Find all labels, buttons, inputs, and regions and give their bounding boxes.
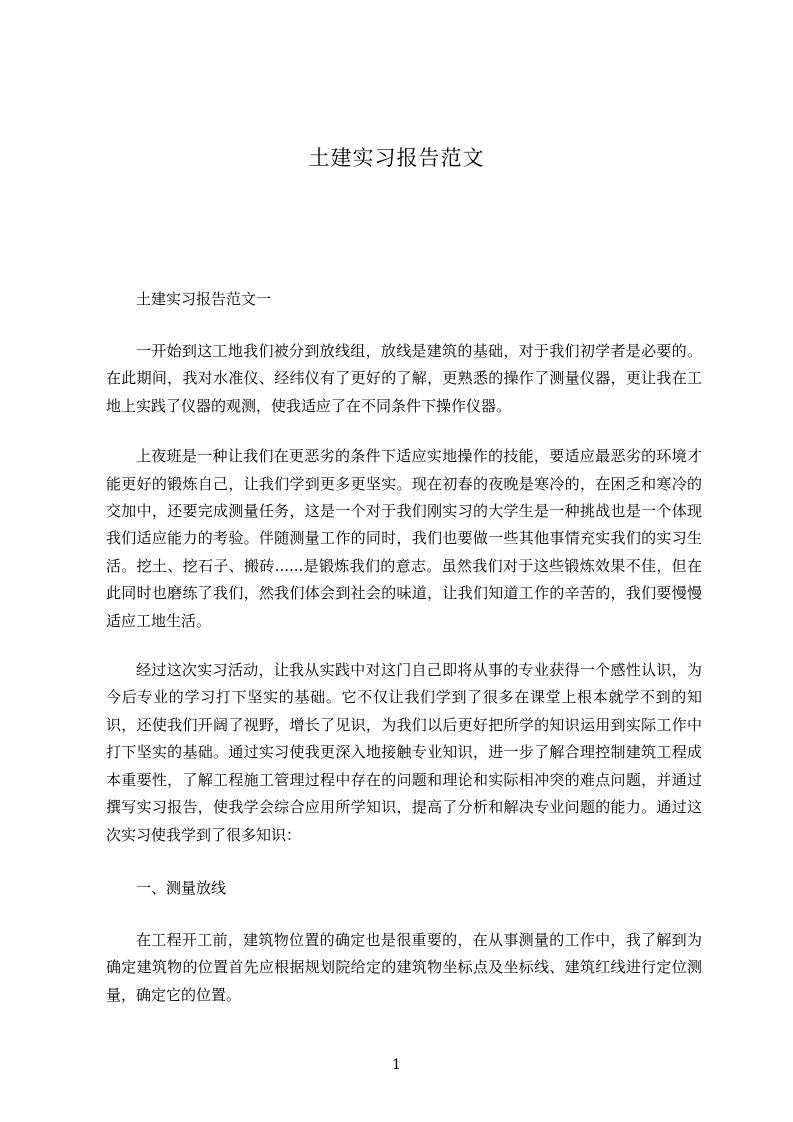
paragraph-3: 经过这次实习活动，让我从实践中对这门自己即将从事的专业获得一个感性认识，为今后专业的学习打下坚实的基础。它不仅让我们学到了很多在课堂上根本就学不到的知识，还使我们开阔了视野，增长了见识，为我们以后更好把所学的知识运用到实际工作中打下坚实的基础。通过实习使我更深入地接触专业知识，进一步了解合理控制建筑工程成本重要性，了解工程施工管理过程中存在的问题和理论和实际相冲突的难点问题，并通过撰写实习报告，使我学会综合应用所学知识，提高了分析和解决专业问题的能力。通过这次实习使我学到了很多知识：	[106, 661, 702, 844]
paragraph-1: 一开始到这工地我们被分到放线组，放线是建筑的基础，对于我们初学者是必要的。在此期间，我对水准仪、经纬仪有了更好的了解，更熟悉的操作了测量仪器，更让我在工地上实践了仪器的观测，使我适应了在不同条件下操作仪器。	[106, 342, 702, 415]
document-body	[106, 285, 702, 1009]
section-heading: 土建实习报告范文一	[136, 290, 272, 308]
page-number: 1	[392, 1057, 401, 1073]
subsection-heading: 一、测量放线	[136, 878, 227, 897]
page-title: 土建实习报告范文	[308, 146, 485, 170]
paragraph-2: 上夜班是一种让我们在更恶劣的条件下适应实地操作的技能，要适应最恶劣的环境才能更好的锻炼自己，让我们学到更多更坚实。现在初春的夜晚是寒冷的，在困乏和寒冷的交加中，还要完成测量任务，这是一个对于我们刚实习的大学生是一种挑战也是一个体现我们适应能力的考验。伴随测量工作的同时，我们也要做一些其他事情充实我们的实习生活。挖土、挖石子、搬砖......是锻炼我们的意志。虽然我们对于这些锻炼效果不佳，但在此同时也磨练了我们，然我们体会到社会的味道，让我们知道工作的辛苦的，我们要慢慢适应工地生活。	[106, 447, 702, 630]
subsection-paragraph: 在工程开工前，建筑物位置的确定也是很重要的，在从事测量的工作中，我了解到为确定建筑物的位置首先应根据规划院给定的建筑物坐标点及坐标线、建筑红线进行定位测量，确定它的位置。	[106, 930, 702, 1004]
